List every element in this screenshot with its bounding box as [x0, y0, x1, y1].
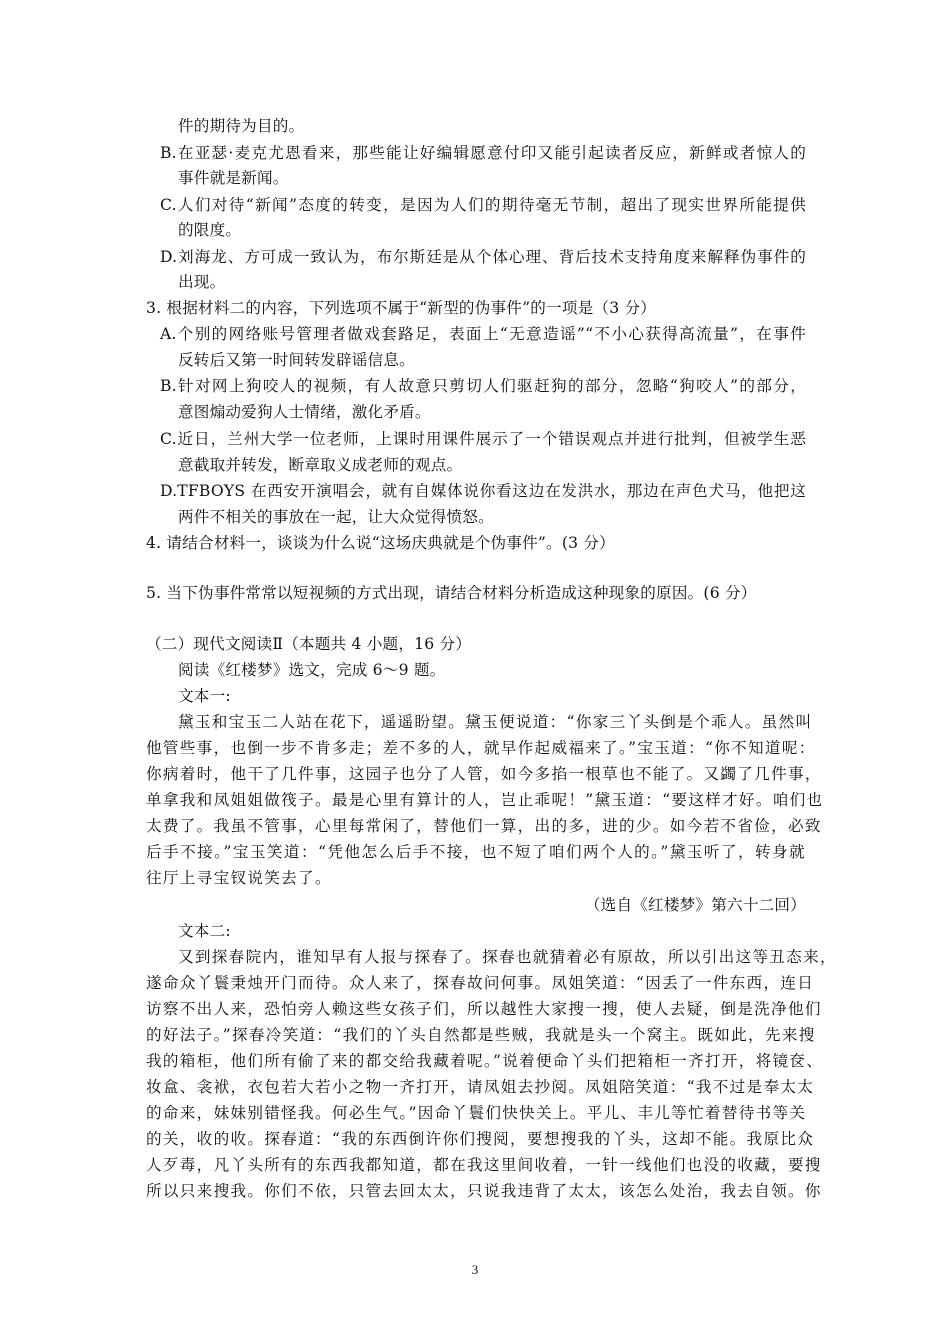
q2-option-d-line1: D.刘海龙、方可成一致认为，布尔斯廷是从个体心理、背后技术支持角度来解释伪事件的 [160, 248, 806, 266]
q3-option-a-line1: A.个别的网络账号管理者做戏套路足，表面上“无意造谣”“不小心获得高流量”，在事件 [160, 325, 806, 343]
q2-option-b-line1: B.在亚瑟·麦克尤恩看来，那些能让好编辑愿意付印又能引起读者反应，新鲜或者惊人的 [160, 144, 806, 162]
q2-option-d-line2: 出现。 [178, 273, 226, 291]
q3-option-b-line1: B.针对网上狗咬人的视频，有人故意只剪切人们驱赶狗的部分，忽略“狗咬人”的部分， [160, 377, 806, 395]
q4-stem: 4. 请结合材料一，谈谈为什么说“这场庆典就是个伪事件”。(3 分） [146, 534, 615, 552]
text2-line: 我的箱柜，他们所有偷了来的都交给我藏着呢。”说着便命丫头们把箱柜一齐打开，将镜奁、 [146, 1052, 824, 1070]
q3-option-d-line2: 两件不相关的事放在一起，让大众觉得愤怒。 [178, 508, 494, 526]
text2-line: 所以只来搜我。你们不依，只管去回太太，只说我违背了太太，该怎么处治，我去自领。你 [146, 1182, 822, 1200]
q3-stem: 3. 根据材料二的内容，下列选项不属于“新型的伪事件”的一项是（3 分） [146, 299, 657, 317]
text2-line: 的好法子。”探春冷笑道：“我们的丫头自然都是些贼，我就是头一个窝主。既如此，先来搜 [146, 1026, 816, 1044]
page-number: 3 [471, 1262, 479, 1277]
text1-line: 后手不接。”宝玉笑道：“凭他怎么后手不接，也不短了咱们两个人的。”黛玉听了，转身就 [146, 843, 806, 861]
text2-line: 又到探春院内，谁知早有人报与探春了。探春也就猜着必有原故，所以引出这等丑态来， [178, 948, 837, 966]
text1-line: 你病着时，他干了几件事，这园子也分了人管，如今多掐一根草也不能了。又蠲了几件事， [146, 765, 822, 783]
text1-line: 黛玉和宝玉二人站在花下，遥遥盼望。黛玉便说道：“你家三丫头倒是个乖人。虽然叫 [178, 713, 813, 731]
text1-line: 往厅上寻宝钗说笑去了。 [146, 869, 332, 887]
text1-line: 他管些事，也倒一步不肯多走；差不多的人，就早作起威福来了。”宝玉道：“你不知道呢： [146, 739, 816, 757]
q3-option-c-line1: C.近日，兰州大学一位老师，上课时用课件展示了一个错误观点并进行批判，但被学生恶 [160, 430, 806, 448]
text1-line: 单拿我和凤姐姐做筏子。最是心里有算计的人，岂止乖呢！”黛玉道：“要这样才好。咱们也 [146, 791, 824, 809]
q3-option-d-line1: D.TFBOYS 在西安开演唱会，就有自媒体说你看这边在发洪水，那边在声色犬马，他把这 [160, 482, 806, 500]
text2-line: 人歹毒，凡丫头所有的东西我都知道，都在我这里间收着，一针一线他们也没的收藏，要搜 [146, 1156, 822, 1174]
q3-option-a-line2: 反转后又第一时间转发辟谣信息。 [178, 351, 415, 369]
q2-option-c-line1: C.人们对待“新闻”态度的转变，是因为人们的期待毫无节制，超出了现实世界所能提供 [160, 196, 806, 214]
text2-line: 遂命众丫鬟秉烛开门而待。众人来了，探春故问何事。凤姐笑道：“因丢了一件东西，连日 [146, 974, 815, 992]
section2-title: （二）现代文阅读Ⅱ（本题共 4 小题，16 分） [146, 635, 472, 653]
text1-line: 太费了。我虽不管事，心里每常闲了，替他们一算，出的多，进的少。如今若不省俭，必致 [146, 817, 822, 835]
q3-option-b-line2: 意图煽动爱狗人士情绪，激化矛盾。 [178, 403, 431, 421]
q5-stem: 5. 当下伪事件常常以短视频的方式出现，请结合材料分析造成这种现象的原因。(6 分） [146, 584, 757, 602]
q2-option-c-line2: 的限度。 [178, 221, 242, 239]
text2-label: 文本二: [178, 922, 231, 940]
q2-option-b-line2: 事件就是新闻。 [178, 169, 289, 187]
text1-label: 文本一: [178, 687, 231, 705]
text2-line: 的关，收的收。探春道：“我的东西倒许你们搜阅，要想搜我的丫头，这却不能。我原比众 [146, 1130, 815, 1148]
q2-option-a-cont: 件的期待为目的。 [178, 117, 305, 135]
text2-line: 访察不出人来，恐怕旁人赖这些女孩子们，所以越性大家搜一搜，使人去疑，倒是洗净他们 [146, 1000, 822, 1018]
text2-line: 妆盒、衾袱，衣包若大若小之物一齐打开，请凤姐去抄阅。凤姐陪笑道：“我不过是奉太太 [146, 1078, 815, 1096]
section2-instruction: 阅读《红楼梦》选文，完成 6～9 题。 [178, 661, 446, 679]
text2-line: 的命来，妹妹别错怪我。何必生气。”因命丫鬟们快快关上。平儿、丰儿等忙着替待书等关 [146, 1104, 807, 1122]
text1-source: （选自《红楼梦》第六十二回） [584, 896, 806, 914]
q3-option-c-line2: 意截取并转发，断章取义成老师的观点。 [178, 456, 463, 474]
